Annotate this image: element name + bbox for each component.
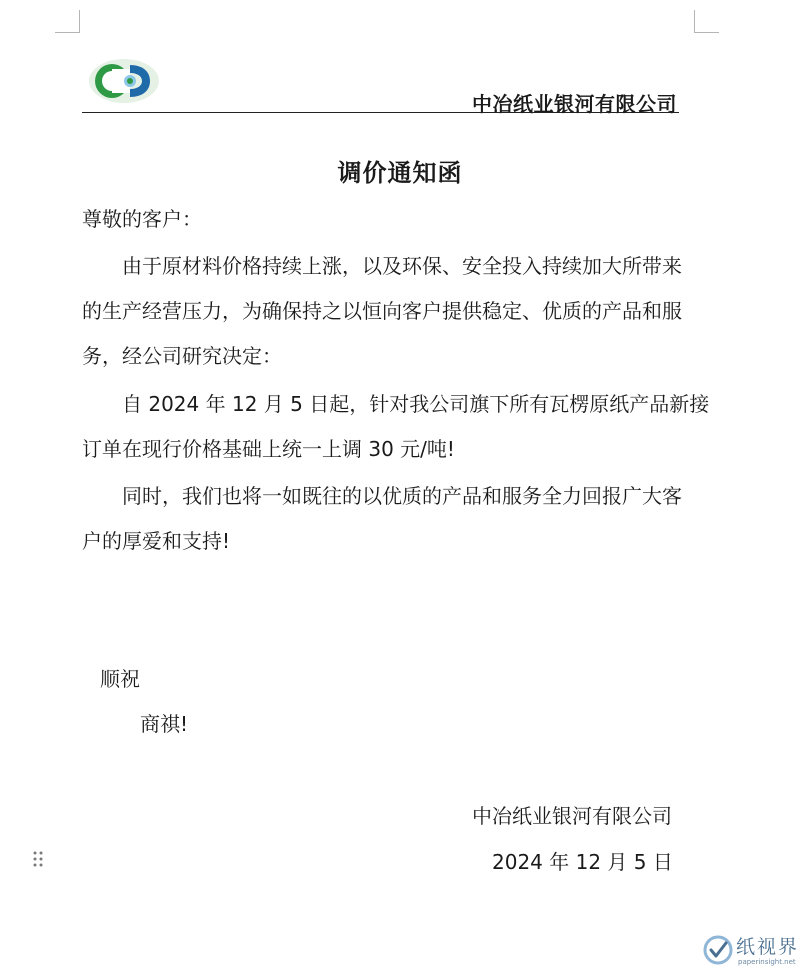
signature-company: 中冶纸业银河有限公司 xyxy=(472,804,672,828)
header-company-name: 中冶纸业银河有限公司 xyxy=(472,92,677,116)
header-divider xyxy=(82,112,679,113)
company-logo-icon xyxy=(86,56,162,106)
body-line: 务，经公司研究决定： xyxy=(82,344,282,368)
watermark-url: paperinsight.net xyxy=(738,958,796,966)
watermark-title: 纸视界 xyxy=(736,936,800,958)
crop-mark-top-left xyxy=(55,10,80,33)
closing-wish: 商祺! xyxy=(140,712,189,736)
body-line: 自 2024 年 12 月 5 日起，针对我公司旗下所有瓦楞原纸产品新接 xyxy=(122,392,710,416)
body-line: 同时，我们也将一如既往的以优质的产品和服务全力回报广大客 xyxy=(122,484,682,508)
watermark-logo-icon xyxy=(702,934,734,966)
salutation: 尊敬的客户： xyxy=(82,207,202,231)
signature-date: 2024 年 12 月 5 日 xyxy=(492,850,673,874)
closing-greeting: 顺祝 xyxy=(100,667,140,691)
body-line: 订单在现行价格基础上统一上调 30 元/吨! xyxy=(82,437,455,461)
drag-handle-icon[interactable] xyxy=(32,850,44,870)
body-line: 户的厚爱和支持! xyxy=(82,529,231,553)
page-title: 调价通知函 xyxy=(337,158,463,187)
crop-mark-top-right xyxy=(694,10,719,33)
watermark xyxy=(700,930,800,972)
body-line: 的生产经营压力，为确保持之以恒向客户提供稳定、优质的产品和服 xyxy=(82,299,682,323)
body-line: 由于原材料价格持续上涨，以及环保、安全投入持续加大所带来 xyxy=(122,254,682,278)
